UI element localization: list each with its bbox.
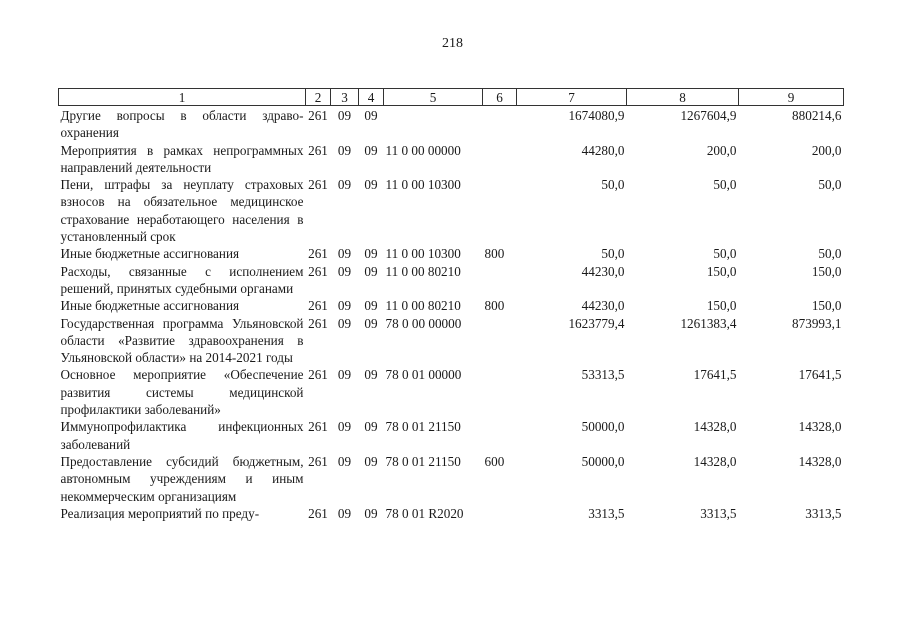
expense-name: Пени, штрафы за неуплату страховых взносов на обязательное медицинское страхование неработающего населения в установленный срок [60,177,304,245]
section-code: 09 [337,246,352,262]
expense-name: Другие вопросы в области здравоохранения [60,108,304,141]
amount-col-7: 1623779,4 [568,315,625,331]
amount-col-9: 50,0 [818,246,842,262]
column-number-header [59,89,844,106]
target-article-code: 11 0 00 80210 [385,298,461,314]
ministry-code: 261 [308,177,328,193]
amount-col-8: 150,0 [706,263,737,279]
column-number-2: 2 [306,89,331,106]
amount-col-8: 150,0 [706,298,737,314]
subsection-code: 09 [364,177,378,193]
expense-type-code [483,263,517,298]
section-code: 09 [337,298,352,314]
subsection-code: 09 [364,453,378,469]
expense-name: Мероприятия в рамках непрограммных направлений деятельности [60,142,304,175]
table-row [59,315,844,367]
table-row [59,106,844,142]
expense-type-code [483,505,517,522]
amount-col-7: 50,0 [601,246,625,262]
section-code: 09 [337,315,352,331]
column-number-7: 7 [517,89,627,106]
section-code: 09 [337,177,352,193]
target-article-code: 78 0 00 00000 [385,315,462,331]
expense-name: Иные бюджетные ассигнования [60,298,240,314]
ministry-code: 261 [308,453,328,469]
table-row [59,453,844,505]
expense-type-code [483,176,517,245]
expense-name: Иммунопрофилактика инфекционных заболеваний [60,419,304,452]
amount-col-7: 50,0 [601,177,625,193]
amount-col-8: 17641,5 [693,367,737,383]
expense-type-code [483,366,517,418]
column-number-9: 9 [739,89,844,106]
section-code: 09 [337,108,352,123]
amount-col-8: 50,0 [713,246,737,262]
budget-table [58,88,844,522]
target-article-code: 11 0 00 80210 [385,263,461,279]
subsection-code: 09 [364,315,378,331]
target-article-code: 11 0 00 10300 [385,177,461,193]
amount-col-7: 44280,0 [581,142,625,158]
table-row [59,297,844,314]
column-number-6: 6 [483,89,517,106]
amount-col-8: 14328,0 [693,419,737,435]
target-article-code: 78 0 01 R2020 [385,505,464,521]
expense-type-code: 600 [484,453,505,469]
section-code: 09 [337,263,352,279]
amount-col-9: 150,0 [811,263,842,279]
subsection-code: 09 [364,246,378,262]
section-code: 09 [337,367,352,383]
ministry-code: 261 [308,505,328,521]
expense-name: Основное мероприятие «Обеспечение развития системы медицинской профилактики заболеваний» [60,367,304,418]
ministry-code: 261 [308,367,328,383]
amount-col-8: 1261383,4 [680,315,737,331]
table-row [59,245,844,262]
expense-type-code [483,106,517,142]
target-article-code: 78 0 01 21150 [385,419,461,435]
column-number-4: 4 [359,89,384,106]
expense-type-code [483,142,517,177]
expense-name: Иные бюджетные ассигнования [60,246,240,262]
amount-col-7: 44230,0 [581,298,625,314]
target-article-code: 11 0 00 00000 [385,142,461,158]
amount-col-7: 53313,5 [581,367,625,383]
section-code: 09 [337,505,352,521]
ministry-code: 261 [308,246,328,262]
table-row [59,418,844,453]
section-code: 09 [337,419,352,435]
table-row [59,366,844,418]
amount-col-8: 50,0 [713,177,737,193]
expense-type-code [483,315,517,367]
amount-col-9: 14328,0 [798,419,842,435]
column-number-8: 8 [627,89,739,106]
ministry-code: 261 [308,108,328,123]
section-code: 09 [337,142,352,158]
amount-col-9: 14328,0 [798,453,842,469]
ministry-code: 261 [308,315,328,331]
amount-col-9: 873993,1 [792,315,842,331]
subsection-code: 09 [364,505,378,521]
expense-type-code [483,418,517,453]
amount-col-8: 200,0 [706,142,737,158]
amount-col-9: 150,0 [811,298,842,314]
amount-col-8: 1267604,9 [680,108,737,123]
page-number: 218 [442,36,463,51]
expense-type-code: 800 [484,298,505,314]
target-article-code: 11 0 00 10300 [385,246,461,262]
expense-name: Расходы, связанные с исполнением решений, принятых судебными органами [60,263,304,296]
expense-type-code: 800 [484,246,505,262]
amount-col-9: 17641,5 [798,367,842,383]
amount-col-7: 44230,0 [581,263,625,279]
subsection-code: 09 [364,108,378,123]
column-number-5: 5 [384,89,483,106]
amount-col-9: 3313,5 [805,505,842,521]
column-number-3: 3 [331,89,359,106]
ministry-code: 261 [308,263,328,279]
table-row [59,505,844,522]
table-row [59,176,844,245]
subsection-code: 09 [364,263,378,279]
subsection-code: 09 [364,298,378,314]
expense-name: Государственная программа Ульяновской области «Развитие здравоохранения в Ульяновской области» на 2014-2021 годы [60,315,304,366]
amount-col-9: 50,0 [818,177,842,193]
amount-col-7: 1674080,9 [568,108,625,123]
amount-col-9: 880214,6 [792,108,842,123]
subsection-code: 09 [364,142,378,158]
target-article-code: 78 0 01 00000 [385,367,462,383]
amount-col-9: 200,0 [811,142,842,158]
amount-col-8: 3313,5 [700,505,737,521]
expense-name: Реализация мероприятий по преду- [60,505,260,521]
subsection-code: 09 [364,367,378,383]
target-article-code [384,106,483,142]
amount-col-7: 3313,5 [588,505,625,521]
amount-col-8: 14328,0 [693,453,737,469]
column-number-1: 1 [59,89,306,106]
subsection-code: 09 [364,419,378,435]
table-row [59,263,844,298]
ministry-code: 261 [308,419,328,435]
amount-col-7: 50000,0 [581,419,625,435]
expense-name: Предоставление субсидий бюджетным, автономным учреждениям и иным некоммерческим организациям [60,453,304,504]
target-article-code: 78 0 01 21150 [385,453,461,469]
section-code: 09 [337,453,352,469]
amount-col-7: 50000,0 [581,453,625,469]
ministry-code: 261 [308,298,328,314]
table-row [59,142,844,177]
ministry-code: 261 [308,142,328,158]
